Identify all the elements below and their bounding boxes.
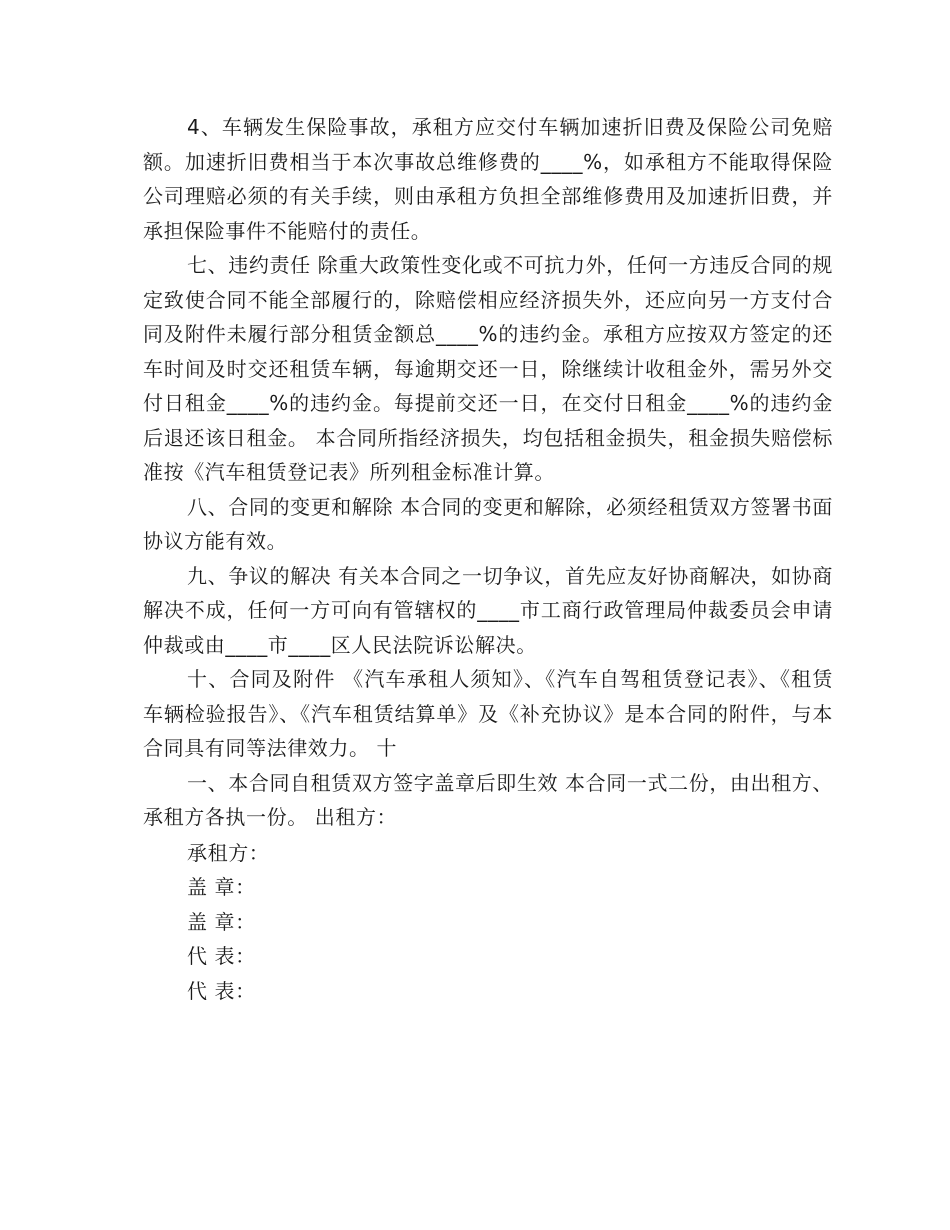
paragraph-contract-change: 八、合同的变更和解除 本合同的变更和解除，必须经租赁双方签署书面协议方能有效。 [143,494,833,553]
paragraph-dispute-resolution: 九、争议的解决 有关本合同之一切争议，首先应友好协商解决，如协商解决不成，任何一方可向有管辖权的____市工商行政管理局仲裁委员会申请仲裁或由____市____区人民法院诉讼解决。 [143,563,833,657]
paragraph-effective-date: 一、本合同自租赁双方签字盖章后即生效 本合同一式二份，由出租方、承租方各执一份。 出租方： [143,770,833,829]
signature-representative-1: 代 表： [187,944,256,968]
signature-block [143,836,833,1009]
paragraph-attachments: 十、合同及附件 《汽车承租人须知》、《汽车自驾租赁登记表》、《租赁车辆检验报告》、《汽车租赁结算单》及《补充协议》是本合同的附件，与本合同具有同等法律效力。 十 [143,667,833,760]
paragraph-accident-depreciation: 4、车辆发生保险事故，承租方应交付车辆加速折旧费及保险公司免赔额。加速折旧费相当于本次事故总维修费的____%，如承租方不能取得保险公司理赔必须的有关手续，则由承租方负担全部维修费用及加速折旧费，并承担保险事件不能赔付的责任。 [143,115,833,243]
signature-lessee: 承租方： [187,840,270,865]
signature-representative-2: 代 表： [187,978,256,1003]
signature-seal-2: 盖 章： [187,909,256,934]
signature-seal-1: 盖 章： [187,875,256,899]
document-body [143,110,833,1008]
paragraph-breach-liability: 七、违约责任 除重大政策性变化或不可抗力外，任何一方违反合同的规定致使合同不能全部履行的，除赔偿相应经济损失外，还应向另一方支付合同及附件未履行部分租赁金额总____%的违约金。承租方应按双方签定的还车时间及时交还租赁车辆，每逾期交还一日，除继续计收租金外，需另外交付日租金____%的违约金。每提前交还一日，在交付日租金____%的违约金后退还该日租金。 本合同所指经济损失，均包括租金损失，租金损失赔偿标准按《汽车租赁登记表》所列租金标准计算。 [143,253,833,484]
